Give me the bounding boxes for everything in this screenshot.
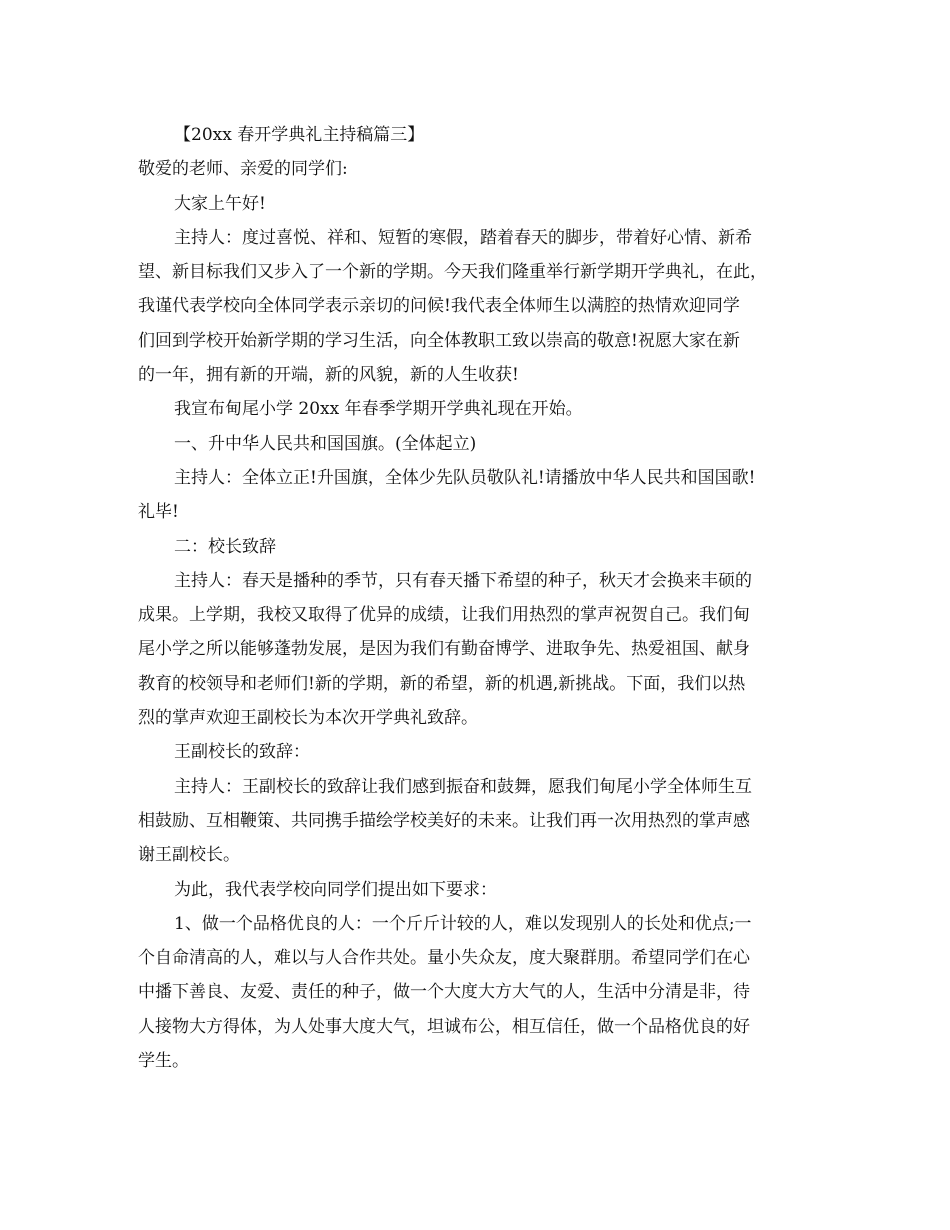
paragraph-line: 烈的掌声欢迎王副校长为本次开学典礼致辞。 [138,708,478,729]
paragraph-line: 尾小学之所以能够蓬勃发展，是因为我们有勤奋博学、进取争先、热爱祖国、献身 [138,639,750,660]
paragraph-line: 大家上午好! [174,193,266,214]
paragraph-line: 我谨代表学校向全体同学表示亲切的问候!我代表全体师生以满腔的热情欢迎同学 [138,296,740,317]
paragraph-line: 教育的校领导和老师们!新的学期，新的希望，新的机遇,新挑战。下面，我们以热 [138,673,746,694]
paragraph-line: 主持人：全体立正!升国旗，全体少先队员敬队礼!请播放中华人民共和国国歌! [174,467,756,488]
document-title: 【20xx 春开学典礼主持稿篇三】 [174,125,425,145]
greeting-line: 敬爱的老师、亲爱的同学们: [138,159,348,180]
paragraph-line: 一、升中华人民共和国国旗。(全体起立) [174,433,477,454]
paragraph-line: 的一年，拥有新的开端，新的风貌，新的人生收获! [138,365,519,386]
paragraph-line: 谢王副校长。 [138,845,240,866]
paragraph-line: 礼毕! [138,502,179,523]
paragraph-line: 主持人：王副校长的致辞让我们感到振奋和鼓舞，愿我们甸尾小学全体师生互 [174,776,752,797]
paragraph-line: 望、新目标我们又步入了一个新的学期。今天我们隆重举行新学期开学典礼，在此， [138,262,767,283]
paragraph-line: 中播下善良、友爱、责任的种子，做一个大度大方大气的人，生活中分清是非，待 [138,982,750,1003]
paragraph-line: 学生。 [138,1051,189,1072]
paragraph-line: 主持人：度过喜悦、祥和、短暂的寒假，踏着春天的脚步，带着好心情、新希 [174,227,752,248]
paragraph-line: 们回到学校开始新学期的学习生活，向全体教职工致以崇高的敬意!祝愿大家在新 [138,330,740,351]
paragraph-line: 1、做一个品格优良的人：一个斤斤计较的人，难以发现别人的长处和优点;一 [174,913,752,934]
paragraph-line: 人接物大方得体，为人处事大度大气，坦诚布公，相互信任，做一个品格优良的好 [138,1016,750,1037]
paragraph-line: 成果。上学期，我校又取得了优异的成绩，让我们用热烈的掌声祝贺自己。我们甸 [138,605,750,626]
paragraph-line: 相鼓励、互相鞭策、共同携手描绘学校美好的未来。让我们再一次用热烈的掌声感 [138,810,750,831]
paragraph-line: 我宣布甸尾小学 20xx 年春季学期开学典礼现在开始。 [174,399,583,420]
paragraph-line: 为此，我代表学校向同学们提出如下要求： [174,879,497,900]
paragraph-line: 王副校长的致辞： [174,742,310,763]
paragraph-line: 二：校长致辞 [174,536,276,557]
paragraph-line: 主持人：春天是播种的季节，只有春天播下希望的种子，秋天才会换来丰硕的 [174,570,752,591]
paragraph-line: 个自命清高的人，难以与人合作共处。量小失众友，度大聚群朋。希望同学们在心 [138,948,750,969]
